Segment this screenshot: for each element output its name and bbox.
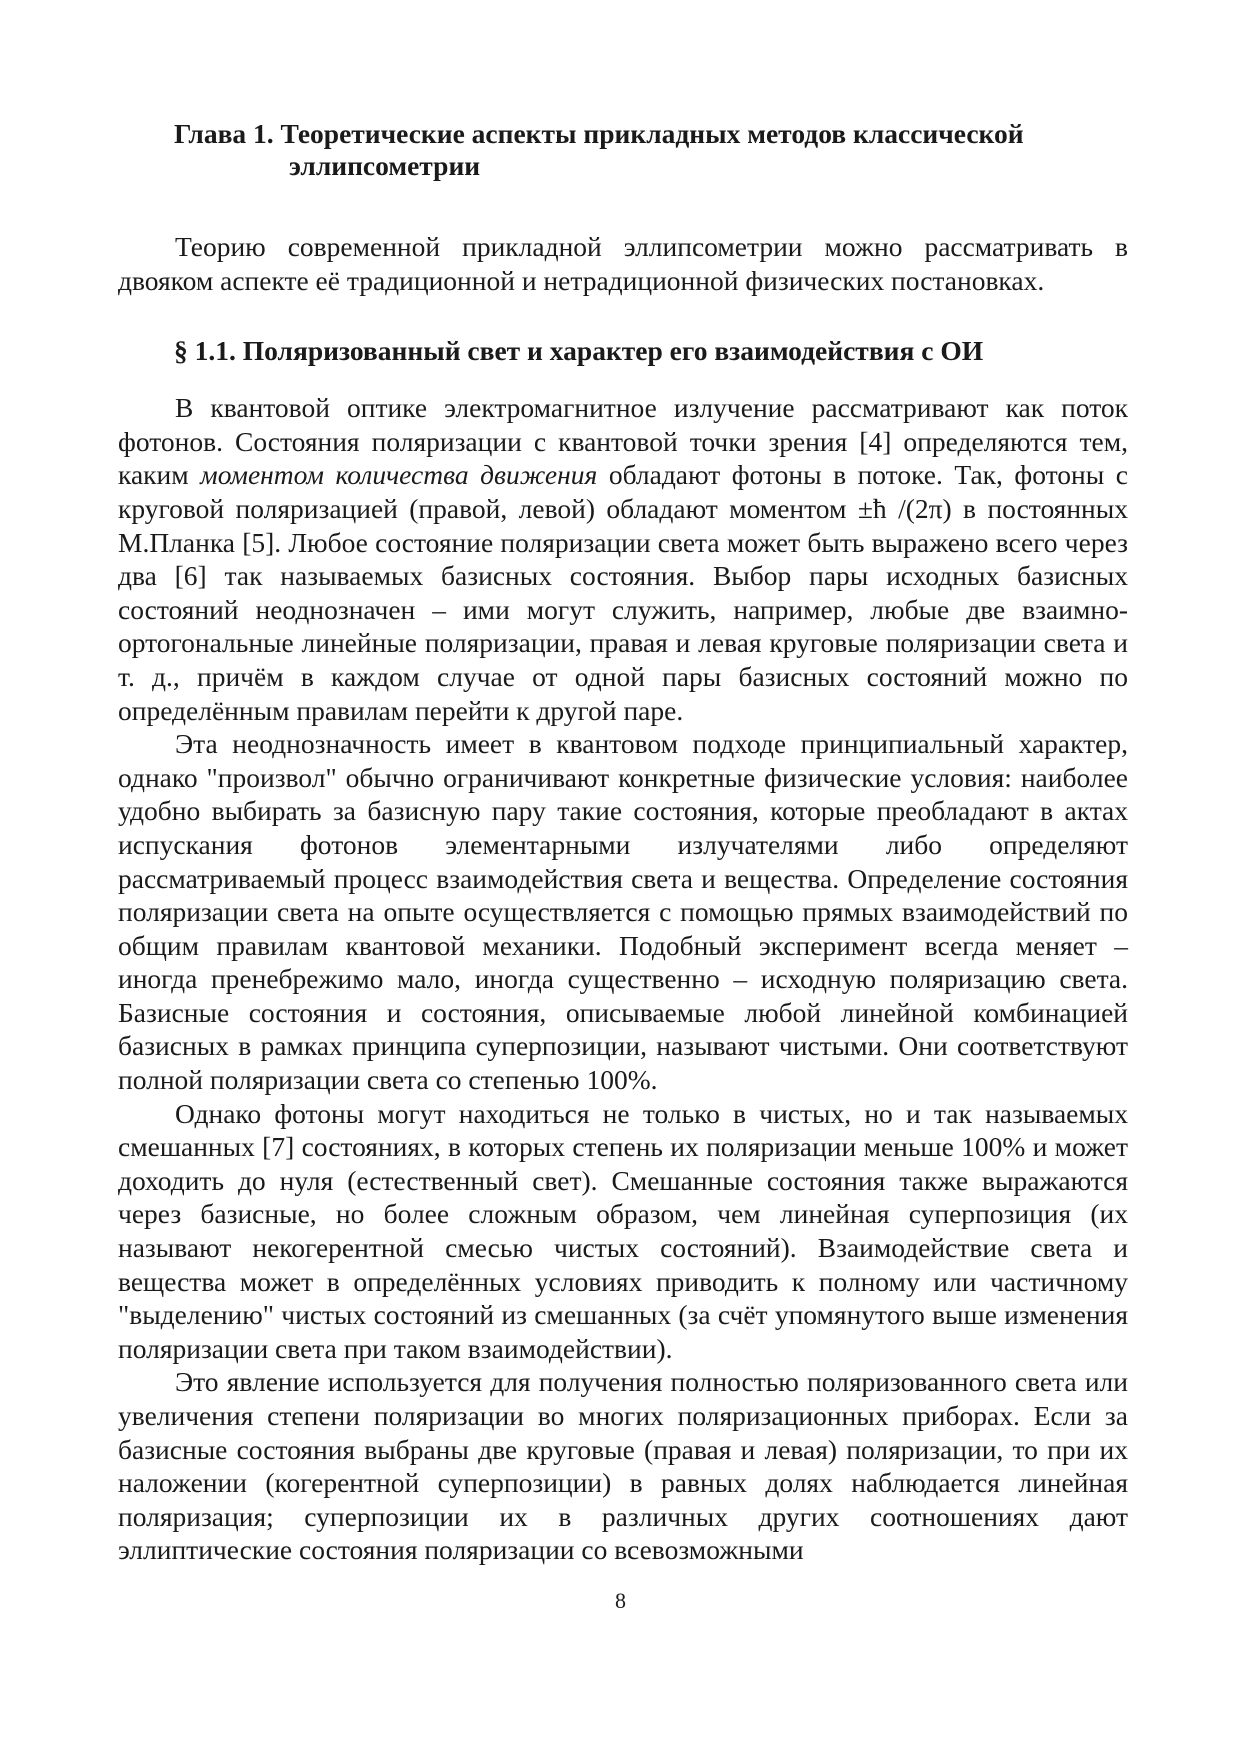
intro-block <box>118 230 1128 297</box>
paragraph-1 <box>118 391 1128 727</box>
paragraph-1-part1: В квантовой оптике электромагнитное излучение рассматривают как поток фотонов. Состояния поляризации с квантовой точки зрения [4] определяются тем, каким <box>118 392 1128 491</box>
section-title: § 1.1. Поляризованный свет и характер его взаимодействия с ОИ <box>174 335 984 367</box>
chapter-title-line1: Глава 1. Теоретические аспекты прикладных методов классической <box>174 118 1024 149</box>
paragraph-4: Это явление используется для получения полностью поляризованного света или увеличения степени поляризации во многих поляризационных приборах. Если за базисные состояния выбраны две круговые (правая и левая) поляризации, то при их наложении (когерентной суперпозиции) в равных долях наблюдается линейная поляризация; суперпозиции их в различных других соотношениях дают эллиптические состояния поляризации со всевозможными <box>118 1366 1128 1566</box>
paragraph-1-part2: обладают фотоны в потоке. Так, фотоны с круговой поляризацией (правой, левой) обладают моментом ±ħ /(2π) в постоянных М.Планка [5]. Любое состояние поляризации света может быть выражено всего через два [6] так называемых базисных состояния. Выбор пары исходных базисных состояний неоднозначен – ими могут служить, например, любые две взаимно-ортогональные линейные поляризации, правая и левая круговые поляризации света и т. д., причём в каждом случае от одной пары базисных состояний можно по определённым правилам перейти к другой паре. <box>118 459 1128 726</box>
chapter-title <box>118 118 1128 182</box>
intro-paragraph: Теорию современной прикладной эллипсометрии можно рассматривать в двояком аспекте её традиционной и нетрадиционной физических постановках. <box>118 231 1128 296</box>
paragraph-1-emphasis: моментом количества движения <box>200 459 598 491</box>
paragraph-2: Эта неоднозначность имеет в квантовом подходе принципиальный характер, однако "произвол" обычно ограничивают конкретные физические условия: наиболее удобно выбирать за базисную пару такие состояния, которые преобладают в актах испускания фотонов элементарными излучателями либо определяют рассматриваемый процесс взаимодействия света и вещества. Определение состояния поляризации света на опыте осуществляется с помощью прямых взаимодействий по общим правилам квантовой механики. Подобный эксперимент всегда меняет – иногда пренебрежимо мало, иногда существенно – исходную поляризацию света. Базисные состояния и состояния, описываемые любой линейной комбинацией базисных в рамках принципа суперпозиции, называют чистыми. Они соответствуют полной поляризации света со степенью 100%. <box>118 728 1128 1096</box>
paragraph-3: Однако фотоны могут находиться не только в чистых, но и так называемых смешанных [7] состояниях, в которых степень их поляризации меньше 100% и может доходить до нуля (естественный свет). Смешанные состояния также выражаются через базисные, но более сложным образом, чем линейная суперпозиция (их называют некогерентной смесью чистых состояний). Взаимодействие света и вещества может в определённых условиях приводить к полному или частичному "выделению" чистых состояний из смешанных (за счёт упомянутого выше изменения поляризации света при таком взаимодействии). <box>118 1097 1128 1364</box>
chapter-title-line2: эллипсометрии <box>289 150 481 181</box>
document-page <box>118 118 1128 1567</box>
page-number: 8 <box>615 1588 626 1613</box>
